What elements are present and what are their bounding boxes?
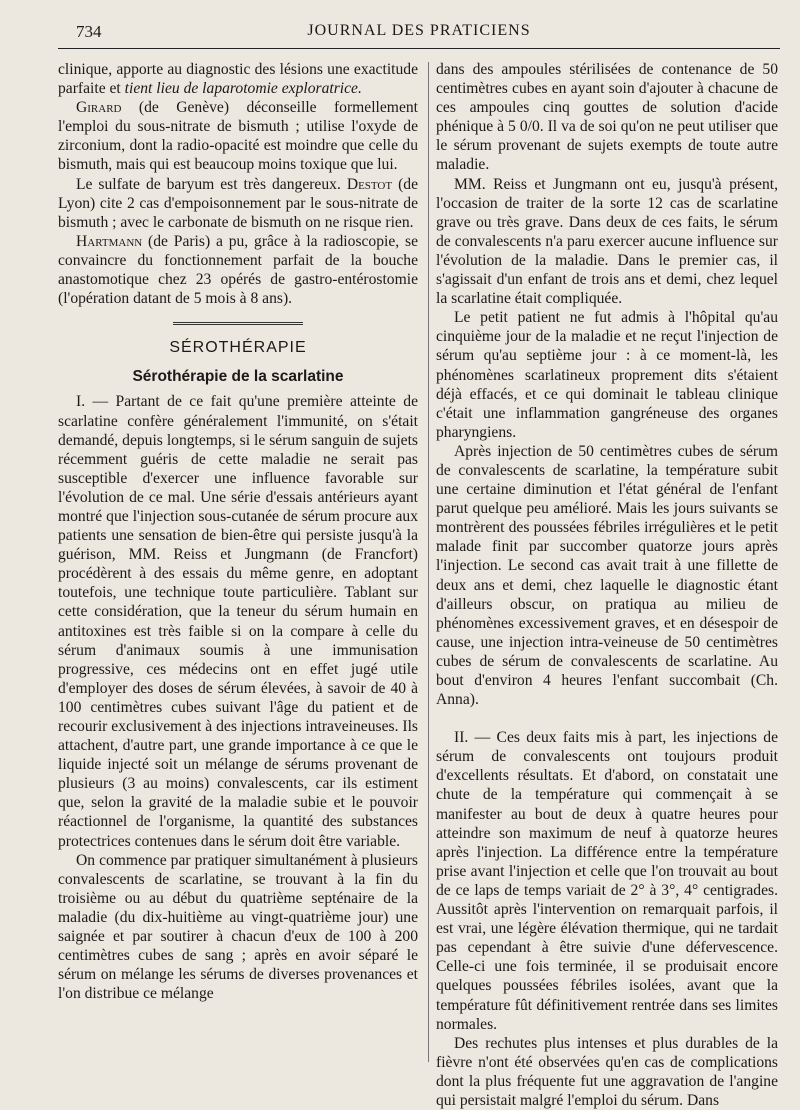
- paragraph: Des rechutes plus intenses et plus durables de la fièvre n'ont été observées qu'en cas de complications dont la plus fréquente fut une aggravation de l'angine qui persistait malgré l'emploi du sérum. Dans: [436, 1034, 778, 1109]
- paragraph: [58, 60, 418, 98]
- left-column: [58, 60, 418, 1003]
- author-name: Girard: [76, 99, 122, 117]
- paragraph: I. — Partant de ce fait qu'une première atteinte de scarlatine confère généralement l'immunité, on s'était demandé, depuis longtemps, si le sérum sanguin de sujets récemment guéris de cette maladie ne serait pas susceptible d'exercer une influence favorable sur l'évolution de ce mal. Une série d'essais antérieurs ayant montré que l'injection sous-cutanée de sérum procure aux patients une sensation de bien-être qui persiste jusqu'à la guérison, MM. Reiss et Jungmann (de Francfort) procédèrent à des essais du même genre, en adoptant toutefois, une technique toute particulière. Tablant sur cette considération, que la teneur du sérum humain en antitoxines est très faible si on la compare à celle du sérum d'animaux soumis à une immunisation progressive, ces médecins ont en effet jugé utile d'employer des doses de sérum élevées, à savoir de 40 à 100 centimètres cubes suivant l'âge du patient et de recourir exclusivement à des injections intraveineuses. Ils attachent, d'autre part, une grande importance à ce que le liquide injecté soit un mélange de sérums provenant de plusieurs (3 au moins) convalescents, car ils estiment que, selon la gravité de la maladie subie et le pouvoir réactionnel de l'organisme, la quantité des substances protectrices contenues dans le sérum doit être variable.: [58, 393, 418, 850]
- paragraph: II. — Ces deux faits mis à part, les injections de sérum de convalescents ont toujours produit d'excellents résultats. Et d'abord, on constatait une chute de la température qui commençait à se manifester au bout de deux à quatre heures pour atteindre son maximum de neuf à quatorze heures après l'injection. La différence entre la température prise avant l'injection et celle que l'on trouvait au bout de ce laps de temps variait de 2° à 3°, 4° centigrades. Aussitôt après l'intervention on remarquait parfois, il est vrai, une légère élévation thermique, qui ne tardait pas cependant à être suivie d'une défervescence. Celle-ci une fois terminée, il se produisait encore quelques poussées fébriles isolées, avant que la température fût définitivement rentrée dans ses limites normales.: [436, 729, 778, 1033]
- paragraph: [58, 175, 418, 232]
- author-name: Destot: [346, 175, 393, 193]
- paragraph: Le petit patient ne fut admis à l'hôpital qu'au cinquième jour de la maladie et ne reçut l'injection de sérum qu'au septième jour : à ce moment-là, les phénomènes scarlatineux proprement dits s'étaient déjà effacés, et ce qui dominait le tableau clinique c'était une inflammation gangréneuse des organes pharyngiens.: [436, 309, 778, 441]
- author-name: Hartmann: [76, 232, 143, 250]
- paragraph: [58, 98, 418, 174]
- journal-title: JOURNAL DES PRATICIENS: [307, 22, 531, 39]
- paragraph: [58, 232, 418, 308]
- paragraph: Après injection de 50 centimètres cubes de sérum de convalescents de scarlatine, la température subit une certaine diminution et l'état général de l'enfant parut quelque peu amélioré. Mais les jours suivants se montrèrent des poussées fébriles irrégulières et le petit malade finit par succomber quatorze jours après l'injection. Le second cas avait trait à une fillette de deux ans et demi, chez laquelle le diagnostic étant d'ailleurs obscur, on pratiqua au milieu de phénomènes excessivement graves, et en désespoir de cause, une injection intra-veineuse de 50 centimètres cubes de sérum de convalescents de scarlatine. Au bout d'environ 4 heures l'enfant succombait (Ch. Anna).: [436, 442, 778, 709]
- subsection-title: Sérothérapie de la scarlatine: [132, 368, 344, 386]
- section-title: SÉROTHÉRAPIE: [169, 339, 307, 357]
- paragraph: dans des ampoules stérilisées de contenance de 50 centimètres cubes en ayant soin d'ajouter à chacune de ces ampoules cinq gouttes de solution d'acide phénique à 5 0/0. Il va de soi qu'on ne peut utiliser que le sérum provenant de sujets exempts de toute autre maladie.: [436, 61, 778, 174]
- section-divider: [173, 322, 303, 328]
- paragraph-text: (de Paris) a pu, grâce à la radioscopie, se convaincre du fonctionnement parfait de la bouche anastomotique chez 23 opérés de gastro-entérostomie (l'opération datant de 5 mois à 8 ans).: [58, 232, 418, 308]
- right-column: [436, 60, 778, 1110]
- paragraph-text: (de Genève) déconseille formellement l'emploi du sous-nitrate de bismuth ; utilise l'oxyde de zirconium, dont la radio-opacité est moindre que celle du bismuth, mais qui est beaucoup moins toxique que lui.: [58, 99, 418, 174]
- paragraph-text: Le sulfate de baryum est très dangereux.: [76, 175, 347, 193]
- column-divider: [428, 62, 429, 1062]
- paragraph: MM. Reiss et Jungmann ont eu, jusqu'à présent, l'occasion de traiter de la sorte 12 cas de scarlatine grave ou très grave. Dans deux de ces faits, le sérum de convalescents n'a paru exercer aucune influence sur l'évolution de la maladie. Dans le premier cas, il s'agissait d'un enfant de trois ans et demi, chez lequel la scarlatine était compliquée.: [436, 175, 778, 308]
- paragraph-text: clinique, apporte au diagnostic des lésions une exactitude parfaite et: [58, 61, 418, 98]
- italic-phrase: tient lieu de laparotomie exploratrice.: [124, 80, 362, 98]
- header-rule: [58, 48, 780, 49]
- page-header: [58, 22, 780, 44]
- paragraph-gap: [436, 709, 778, 728]
- paragraph-text: (de Lyon) cite 2 cas d'empoisonnement par le sous-nitrate de bismuth ; avec le carbonate de bismuth on ne risque rien.: [58, 175, 418, 231]
- page-number: 734: [76, 22, 102, 41]
- paragraph: On commence par pratiquer simultanément à plusieurs convalescents de scarlatine, se trouvant à la fin du troisième ou au début du quatrième septénaire de la maladie (du dix-huitième au vingt-quatrième jour) une saignée et par soutirer à chacun d'eux de 100 à 200 centimètres cubes de sang ; après en avoir séparé le sérum on mélange les sérums de diverses provenances et l'on distribue ce mélange: [58, 851, 418, 1003]
